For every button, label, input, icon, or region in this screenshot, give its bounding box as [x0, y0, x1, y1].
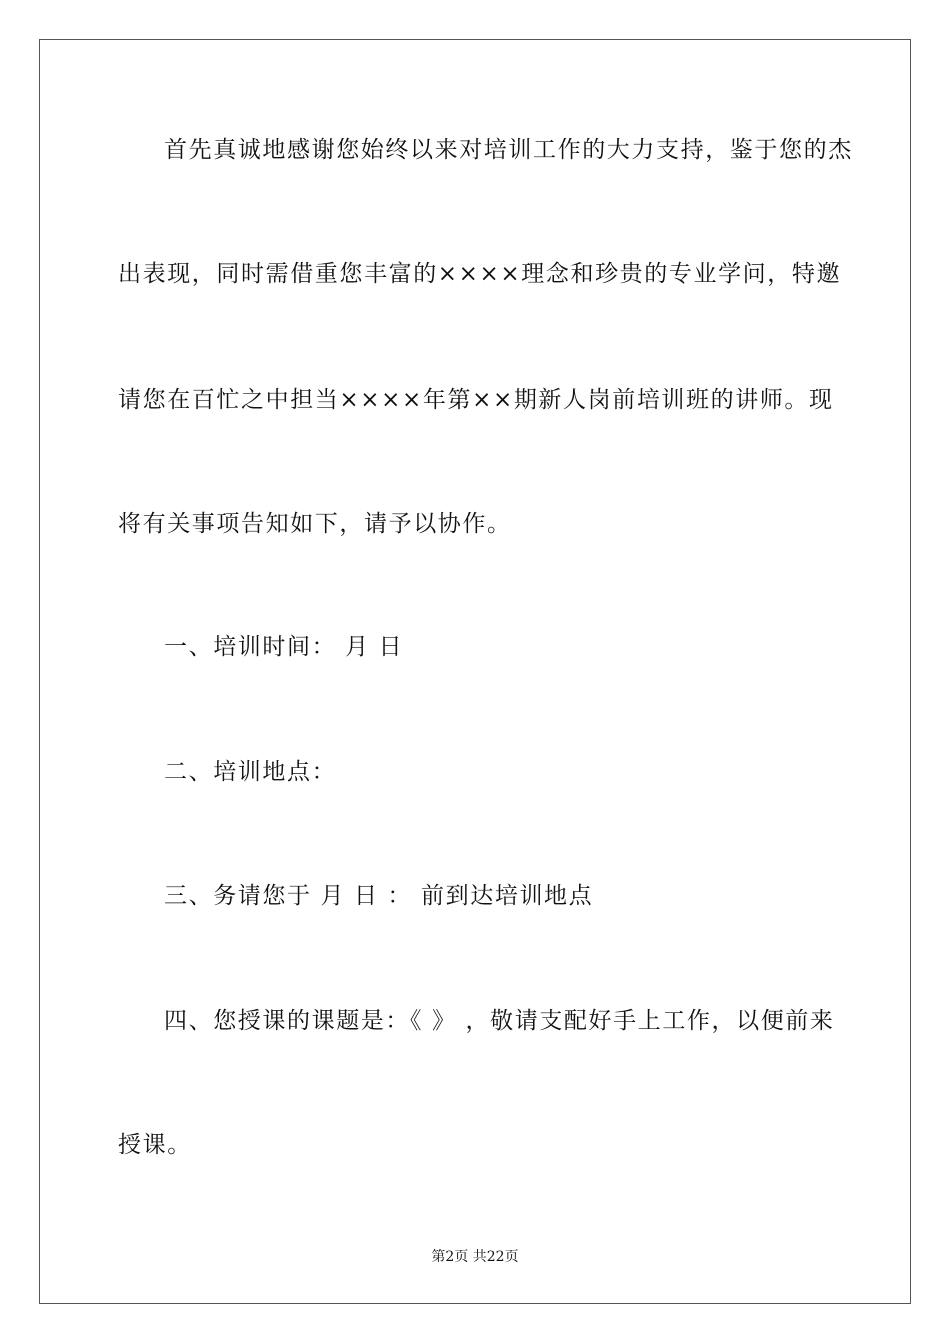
item-training-time: 一、培训时间： 月 日: [164, 634, 404, 660]
item-course-topic: 四、您授课的课题是：《 》 ，敬请支配好手上工作，以便前来: [164, 1008, 835, 1034]
paragraph-line: 出表现，同时需借重您丰富的××××理念和珍贵的专业学问，特邀: [118, 261, 842, 287]
item-training-location: 二、培训地点：: [164, 759, 337, 785]
paragraph-line: 授课。: [118, 1132, 192, 1158]
item-arrival-time: 三、务请您于 月 日 ： 前到达培训地点: [164, 883, 594, 909]
page-number: 第2页 共22页: [431, 1249, 519, 1265]
paragraph-line: 请您在百忙之中担当××××年第××期新人岗前培训班的讲师。现: [118, 387, 834, 413]
paragraph-line: 将有关事项告知如下，请予以协作。: [118, 511, 512, 537]
page-border: [39, 39, 911, 1304]
paragraph-line: 首先真诚地感谢您始终以来对培训工作的大力支持，鉴于您的杰: [164, 137, 853, 163]
